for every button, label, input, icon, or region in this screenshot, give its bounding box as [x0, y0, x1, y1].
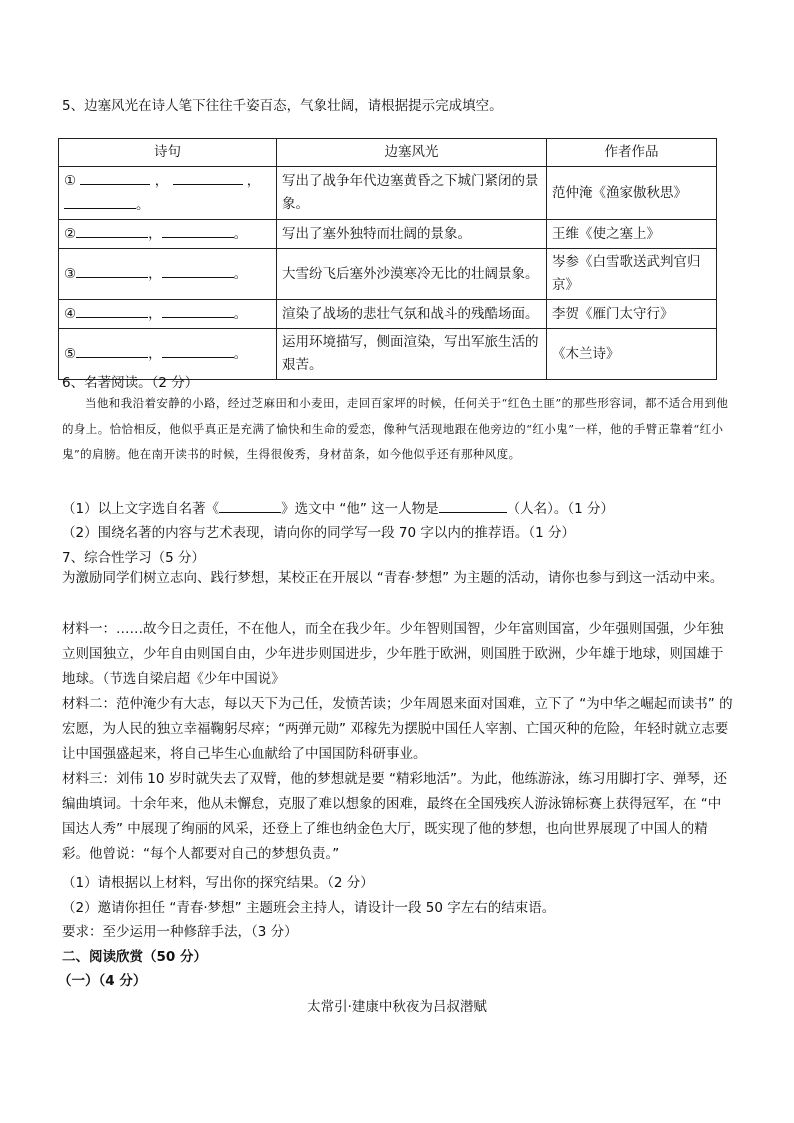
- header-scenery: 边塞风光: [277, 139, 547, 167]
- sub1-middle: 》选文中 “他” 这一人物是: [281, 501, 439, 517]
- scenery-cell: 大雪纷飞后塞外沙漠寒冷无比的壮阔景象。: [277, 249, 547, 300]
- answer-blank[interactable]: [76, 222, 148, 238]
- scenery-cell: 写出了塞外独特而壮阔的景象。: [277, 220, 547, 249]
- answer-blank[interactable]: [162, 302, 234, 318]
- answer-blank[interactable]: [64, 193, 136, 209]
- poem-blank-cell[interactable]: [59, 300, 277, 329]
- period: 。: [233, 346, 248, 362]
- question-6-sub2: （2）围绕名著的内容与艺术表现，请向你的同学写一段 70 字以内的推荐语。（1 分）: [62, 525, 575, 541]
- table-row: [59, 167, 717, 220]
- work-cell: 李贺《雁门太守行》: [547, 300, 717, 329]
- header-poem-lines: 诗句: [59, 139, 277, 167]
- answer-blank[interactable]: [162, 342, 234, 358]
- header-author-work: 作者作品: [547, 139, 717, 167]
- material-three: 材料三：刘伟 10 岁时就失去了双臂，他的梦想就是要 “精彩地活”。为此，他练游泳，练习用脚打字、弹琴，还编曲填词。十余年来，他从未懈怠，克服了难以想象的困难，最终在全国残疾人游泳锦标赛上获得冠军，在 “中国达人秀” 中展现了绚丽的风采，还登上了维也纳金色大厅，既实现了他的梦想，也向世界展现了中国人的精彩。他曾说：“每个人都要对自己的梦想负责。”: [62, 771, 728, 862]
- answer-blank[interactable]: [76, 262, 148, 278]
- frontier-poem-table: [58, 138, 717, 380]
- poem-title: 太常引·建康中秋夜为吕叔潜赋: [307, 999, 487, 1015]
- row-number: ④: [64, 306, 77, 322]
- work-cell: 岑参《白雪歌送武判官归京》: [547, 249, 717, 300]
- sub1-suffix: （人名）。（1 分）: [506, 501, 615, 517]
- character-name-blank[interactable]: [439, 497, 507, 513]
- question-7-intro: 为激励同学们树立志向、践行梦想，某校正在开展以 “青春·梦想” 为主题的活动，请你也参与到这一活动中来。: [62, 570, 724, 586]
- period: 。: [233, 226, 248, 242]
- poem-blank-cell[interactable]: [59, 249, 277, 300]
- question-7-sub2: （2）邀请你担任 “青春·梦想” 主题班会主持人，请设计一段 50 字左右的结束语。: [62, 900, 556, 916]
- comma: ，: [148, 266, 162, 282]
- period: 。: [136, 197, 150, 213]
- answer-blank[interactable]: [80, 169, 150, 185]
- comma: ，: [148, 346, 162, 362]
- scenery-cell: 运用环境描写，侧面渲染，写出军旅生活的艰苦。: [277, 329, 547, 380]
- row-number: ①: [64, 173, 77, 189]
- comma: ，: [148, 306, 162, 322]
- table-header-row: [59, 139, 717, 167]
- comma: ，: [154, 173, 169, 189]
- answer-blank[interactable]: [173, 169, 243, 185]
- question-7-sub1: （1）请根据以上材料，写出你的探究结果。（2 分）: [62, 875, 374, 891]
- answer-blank[interactable]: [76, 342, 148, 358]
- table-row: [59, 220, 717, 249]
- table-row: [59, 249, 717, 300]
- row-number: ②: [64, 226, 77, 242]
- period: 。: [233, 306, 248, 322]
- work-cell: 王维《使之塞上》: [547, 220, 717, 249]
- question-6-sub1: [62, 497, 614, 517]
- scenery-cell: 写出了战争年代边塞黄昏之下城门紧闭的景象。: [277, 167, 547, 220]
- question-7-title: 7、综合性学习（5 分）: [62, 550, 205, 566]
- book-excerpt: 当他和我沿着安静的小路，经过芝麻田和小麦田，走回百家坪的时候，任何关于“红色土匪”的那些形容词，都不适合用到他的身上。恰恰相反，他似乎真正是充满了愉快和生命的爱恋，像种气活现地跟在他旁边的“红小鬼”一样，他的手臂正靠着“红小鬼”的肩膀。他在南开读书的时候，生得很俊秀，身材苗条，如今他似乎还有那种风度。: [62, 396, 729, 461]
- section-2-title: 二、阅读欣赏（50 分）: [62, 949, 207, 965]
- row-number: ⑤: [64, 346, 77, 362]
- question-5-title: 5、边塞风光在诗人笔下往往千姿百态，气象壮阔，请根据提示完成填空。: [62, 98, 503, 114]
- work-cell: 《木兰诗》: [547, 329, 717, 380]
- scenery-cell: 渲染了战场的悲壮气氛和战斗的残酷场面。: [277, 300, 547, 329]
- material-two: 材料二：范仲淹少有大志，每以天下为己任，发愤苦读；少年周恩来面对国难，立下了 “为中华之崛起而读书” 的宏愿，为人民的独立幸福鞠躬尽瘁；“两弹元勋” 邓稼先为摆脱中国任人宰割、亡国灭种的危险，年轻时就立志要让中国强盛起来，将自己毕生心血献给了中国国防科研事业。: [62, 696, 733, 762]
- answer-blank[interactable]: [162, 262, 234, 278]
- comma: ，: [148, 226, 162, 242]
- comma: ，: [246, 173, 261, 189]
- answer-blank[interactable]: [162, 222, 234, 238]
- answer-blank[interactable]: [76, 302, 148, 318]
- book-name-blank[interactable]: [219, 497, 281, 513]
- material-one: 材料一：……故今日之责任，不在他人，而全在我少年。少年智则国智，少年富则国富，少年强则国强，少年独立则国独立，少年自由则国自由，少年进步则国进步，少年胜于欧洲，则国胜于欧洲，少年雄于地球，则国雄于地球。（节选自梁启超《少年中国说》: [62, 621, 724, 687]
- row-number: ③: [64, 266, 77, 282]
- poem-blank-cell[interactable]: [59, 220, 277, 249]
- question-6-title: 6、名著阅读。（2 分）: [62, 375, 199, 391]
- section-2-sub: （一）（4 分）: [58, 973, 147, 989]
- poem-blank-cell[interactable]: [59, 167, 277, 220]
- sub1-prefix: （1）以上文字选自名著《: [62, 501, 220, 517]
- work-cell: 范仲淹《渔家傲秋思》: [547, 167, 717, 220]
- question-7-requirement: 要求：至少运用一种修辞手法，（3 分）: [62, 924, 298, 940]
- table-row: [59, 300, 717, 329]
- period: 。: [233, 266, 248, 282]
